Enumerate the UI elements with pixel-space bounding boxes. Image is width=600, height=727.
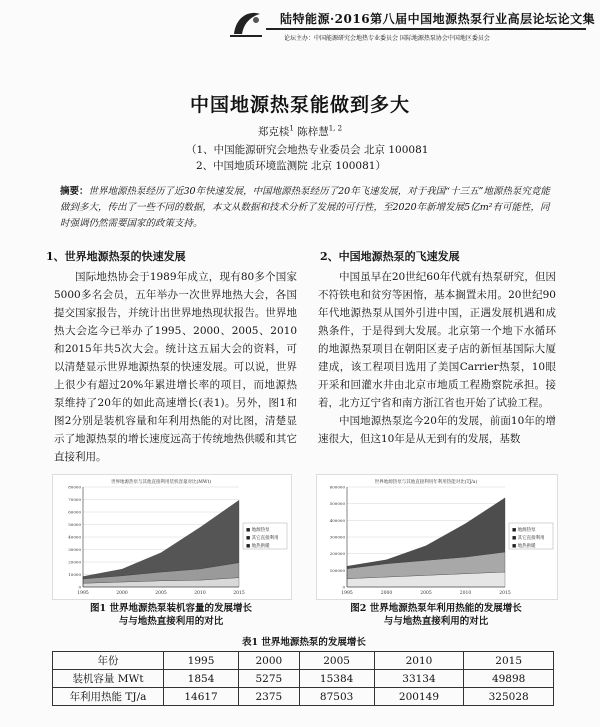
y-tick-label: 10000: [68, 572, 81, 577]
x-tick-label: 2015: [499, 591, 511, 596]
figure-2-caption: [316, 602, 556, 628]
table-cell: 87503: [299, 688, 374, 706]
y-tick-label: 40000: [68, 534, 81, 540]
section-1-text: 国际地热协会于1989年成立，现有80多个国家5000多名会员，五年举办一次世界地热大会，各国提交国家报告，并统计出世界地热现状报告。世界地热大会迄今已举办了1995、2000、2005、2010和2015年共5次大会。统计这五届大会的资料，可以清楚显示世界地源热泵的快速发展。可以说，世界上很少有超过20%年累进增长率的项目，而地源热泵维持了20年的如此高速增长(表1)。另外，图1和图2分别是装机容量和年利用热能的对比图，清楚显示了地源热泵的增长速度远高于传统地热供暖和其它直接利用。: [54, 271, 297, 463]
y-tick-label: 70000: [68, 497, 81, 502]
data-table: [52, 651, 554, 706]
author-1-sup: 1: [289, 124, 294, 133]
table-header-cell: 1995: [164, 652, 239, 670]
table-header-row: [53, 652, 554, 670]
x-tick-label: 1995: [341, 591, 353, 596]
author-2: 陈梓慧: [297, 126, 329, 138]
y-tick-label: 30000: [68, 547, 81, 552]
affiliation-2: 2、中国地质环境监测院 北京 100081）: [196, 160, 386, 172]
legend-entry: ■ 地热供暖: [512, 544, 536, 549]
y-tick-label: 200000: [329, 551, 345, 557]
table-cell: 325028: [464, 688, 554, 706]
y-tick-label: 500000: [329, 501, 345, 507]
figure-1-caption: [52, 602, 290, 628]
y-tick-label: 80000: [68, 484, 81, 490]
y-tick-label: 20000: [68, 559, 81, 565]
table-row: [53, 670, 554, 688]
figure-2-caption-line-1: 图2 世界地源热泵年利用热能的发展增长: [350, 603, 522, 614]
table-header-cell: 年份: [53, 652, 164, 670]
chart-title: 世界地源热泵与其他直接利用年利用热能对比(TJ/a): [374, 480, 478, 485]
figure-1-caption-line-1: 图1 世界地源热泵装机容量的发展增长: [90, 603, 252, 614]
legend-entry: ■ 其它直接利用: [246, 536, 279, 541]
x-tick-label: 2015: [233, 591, 245, 596]
author-1: 郑克棪: [257, 126, 290, 138]
header-logo: [226, 6, 266, 42]
table-row: [53, 688, 554, 706]
header-rule: [266, 28, 586, 30]
y-tick-label: 0: [342, 584, 345, 590]
figure-1-chart: [53, 475, 291, 599]
table-cell: 14617: [164, 688, 239, 706]
y-tick-label: 100000: [329, 567, 345, 573]
y-tick-label: 0: [78, 584, 81, 590]
x-tick-label: 2005: [155, 591, 167, 596]
abstract-text: 世界地源热泵经历了近30年快速发展，中国地源热泵经历了20年飞速发展，对于我国“十三五”地源热泵究竟能做到多大，传出了一些不同的数据，本文从数据和技术分析了发展的可行性，至2020年新增发展5亿m²有可能性，同时强调仍然需要国家的政策支持。: [60, 186, 550, 229]
affiliation-1: （1、中国能源研究会地热专业委员会 北京 100081: [186, 144, 429, 156]
article-authors: [0, 124, 600, 139]
table-cell: 15384: [299, 670, 374, 688]
section-2-text-2: 中国地源热泵迄今20年的发展，前面10年的增速很大，但这10年是从无到有的发展，基数: [318, 415, 556, 445]
y-tick-label: 400000: [329, 517, 345, 523]
abstract: [60, 184, 550, 232]
header-title: 陆特能源·2016第八届中国地源热泵行业高层论坛论文集: [280, 12, 596, 26]
figure-2-chart: [317, 475, 557, 599]
article-title: 中国地源热泵能做到多大: [189, 94, 410, 116]
figure-2: [316, 474, 558, 600]
legend-entry: ■ 地源热泵: [246, 528, 270, 533]
table-cell: 年利用热能 TJ/a: [53, 688, 164, 706]
y-tick-label: 60000: [68, 509, 81, 515]
table-header-cell: 2005: [299, 652, 374, 670]
section-2-text-1: 中国虽早在20世纪60年代就有热泵研究，但因不符铁电和贫穷等困惰，基本搁置未用。20世纪90年代地源热泵从国外引进中国，正遇发展机遇和成熟条件，于是得到大发展。北京第一个地下水循环的地源热泵项目在朝阳区麦子店的新恒基国际大厦建成，该工程项目选用了美国Carrier热泵，10眼开采和回灌水井由北京市地质工程勘察院承担。接着，北方辽宁省和南方浙江省也开始了试验工程。: [318, 271, 556, 409]
legend-entry: ■ 其它直接利用: [512, 536, 545, 541]
legend-entry: ■ 地源热泵: [512, 528, 536, 533]
header-subtitle: 论坛主办：中国能源研究会地热专业委员会 国际地源热泵协会中国地区委员会: [284, 35, 490, 42]
chart-title: 世界地源热泵与其他直接利用装机容量对比(MWt): [110, 480, 212, 485]
x-tick-label: 2000: [116, 591, 128, 596]
figure-2-caption-line-2: 与与地热直接利用的对比: [383, 616, 489, 627]
section-1-body: [54, 268, 297, 466]
table-header-cell: 2015: [464, 652, 554, 670]
author-2-sup: 1, 2: [328, 124, 343, 133]
section-2-body: [318, 268, 556, 448]
table-header-cell: 2010: [374, 652, 464, 670]
x-tick-label: 2000: [380, 591, 393, 596]
figure-1: [52, 474, 292, 600]
y-tick-label: 300000: [329, 534, 345, 540]
x-tick-label: 2010: [459, 591, 472, 596]
figure-1-caption-line-2: 与与地热直接利用的对比: [118, 616, 224, 627]
table-cell: 装机容量 MWt: [53, 670, 164, 688]
table-caption: 表1 世界地源热泵的发展增长: [242, 637, 366, 648]
x-tick-label: 2010: [194, 591, 206, 596]
x-tick-label: 2005: [420, 591, 432, 596]
section-2-heading: 2、中国地源热泵的飞速发展: [320, 250, 460, 263]
table-cell: 49898: [464, 670, 554, 688]
y-tick-label: 50000: [68, 522, 81, 527]
abstract-label: 摘要：: [60, 186, 89, 197]
x-tick-label: 1995: [77, 591, 89, 596]
table-cell: 2375: [239, 688, 300, 706]
table-header-cell: 2000: [239, 652, 300, 670]
legend-entry: ■ 地热供暖: [246, 544, 270, 549]
y-tick-label: 600000: [329, 484, 345, 490]
table-cell: 200149: [374, 688, 464, 706]
section-1-heading: 1、世界地源热泵的快速发展: [46, 250, 186, 263]
table-cell: 1854: [164, 670, 239, 688]
table-cell: 5275: [239, 670, 300, 688]
table-cell: 33134: [374, 670, 464, 688]
